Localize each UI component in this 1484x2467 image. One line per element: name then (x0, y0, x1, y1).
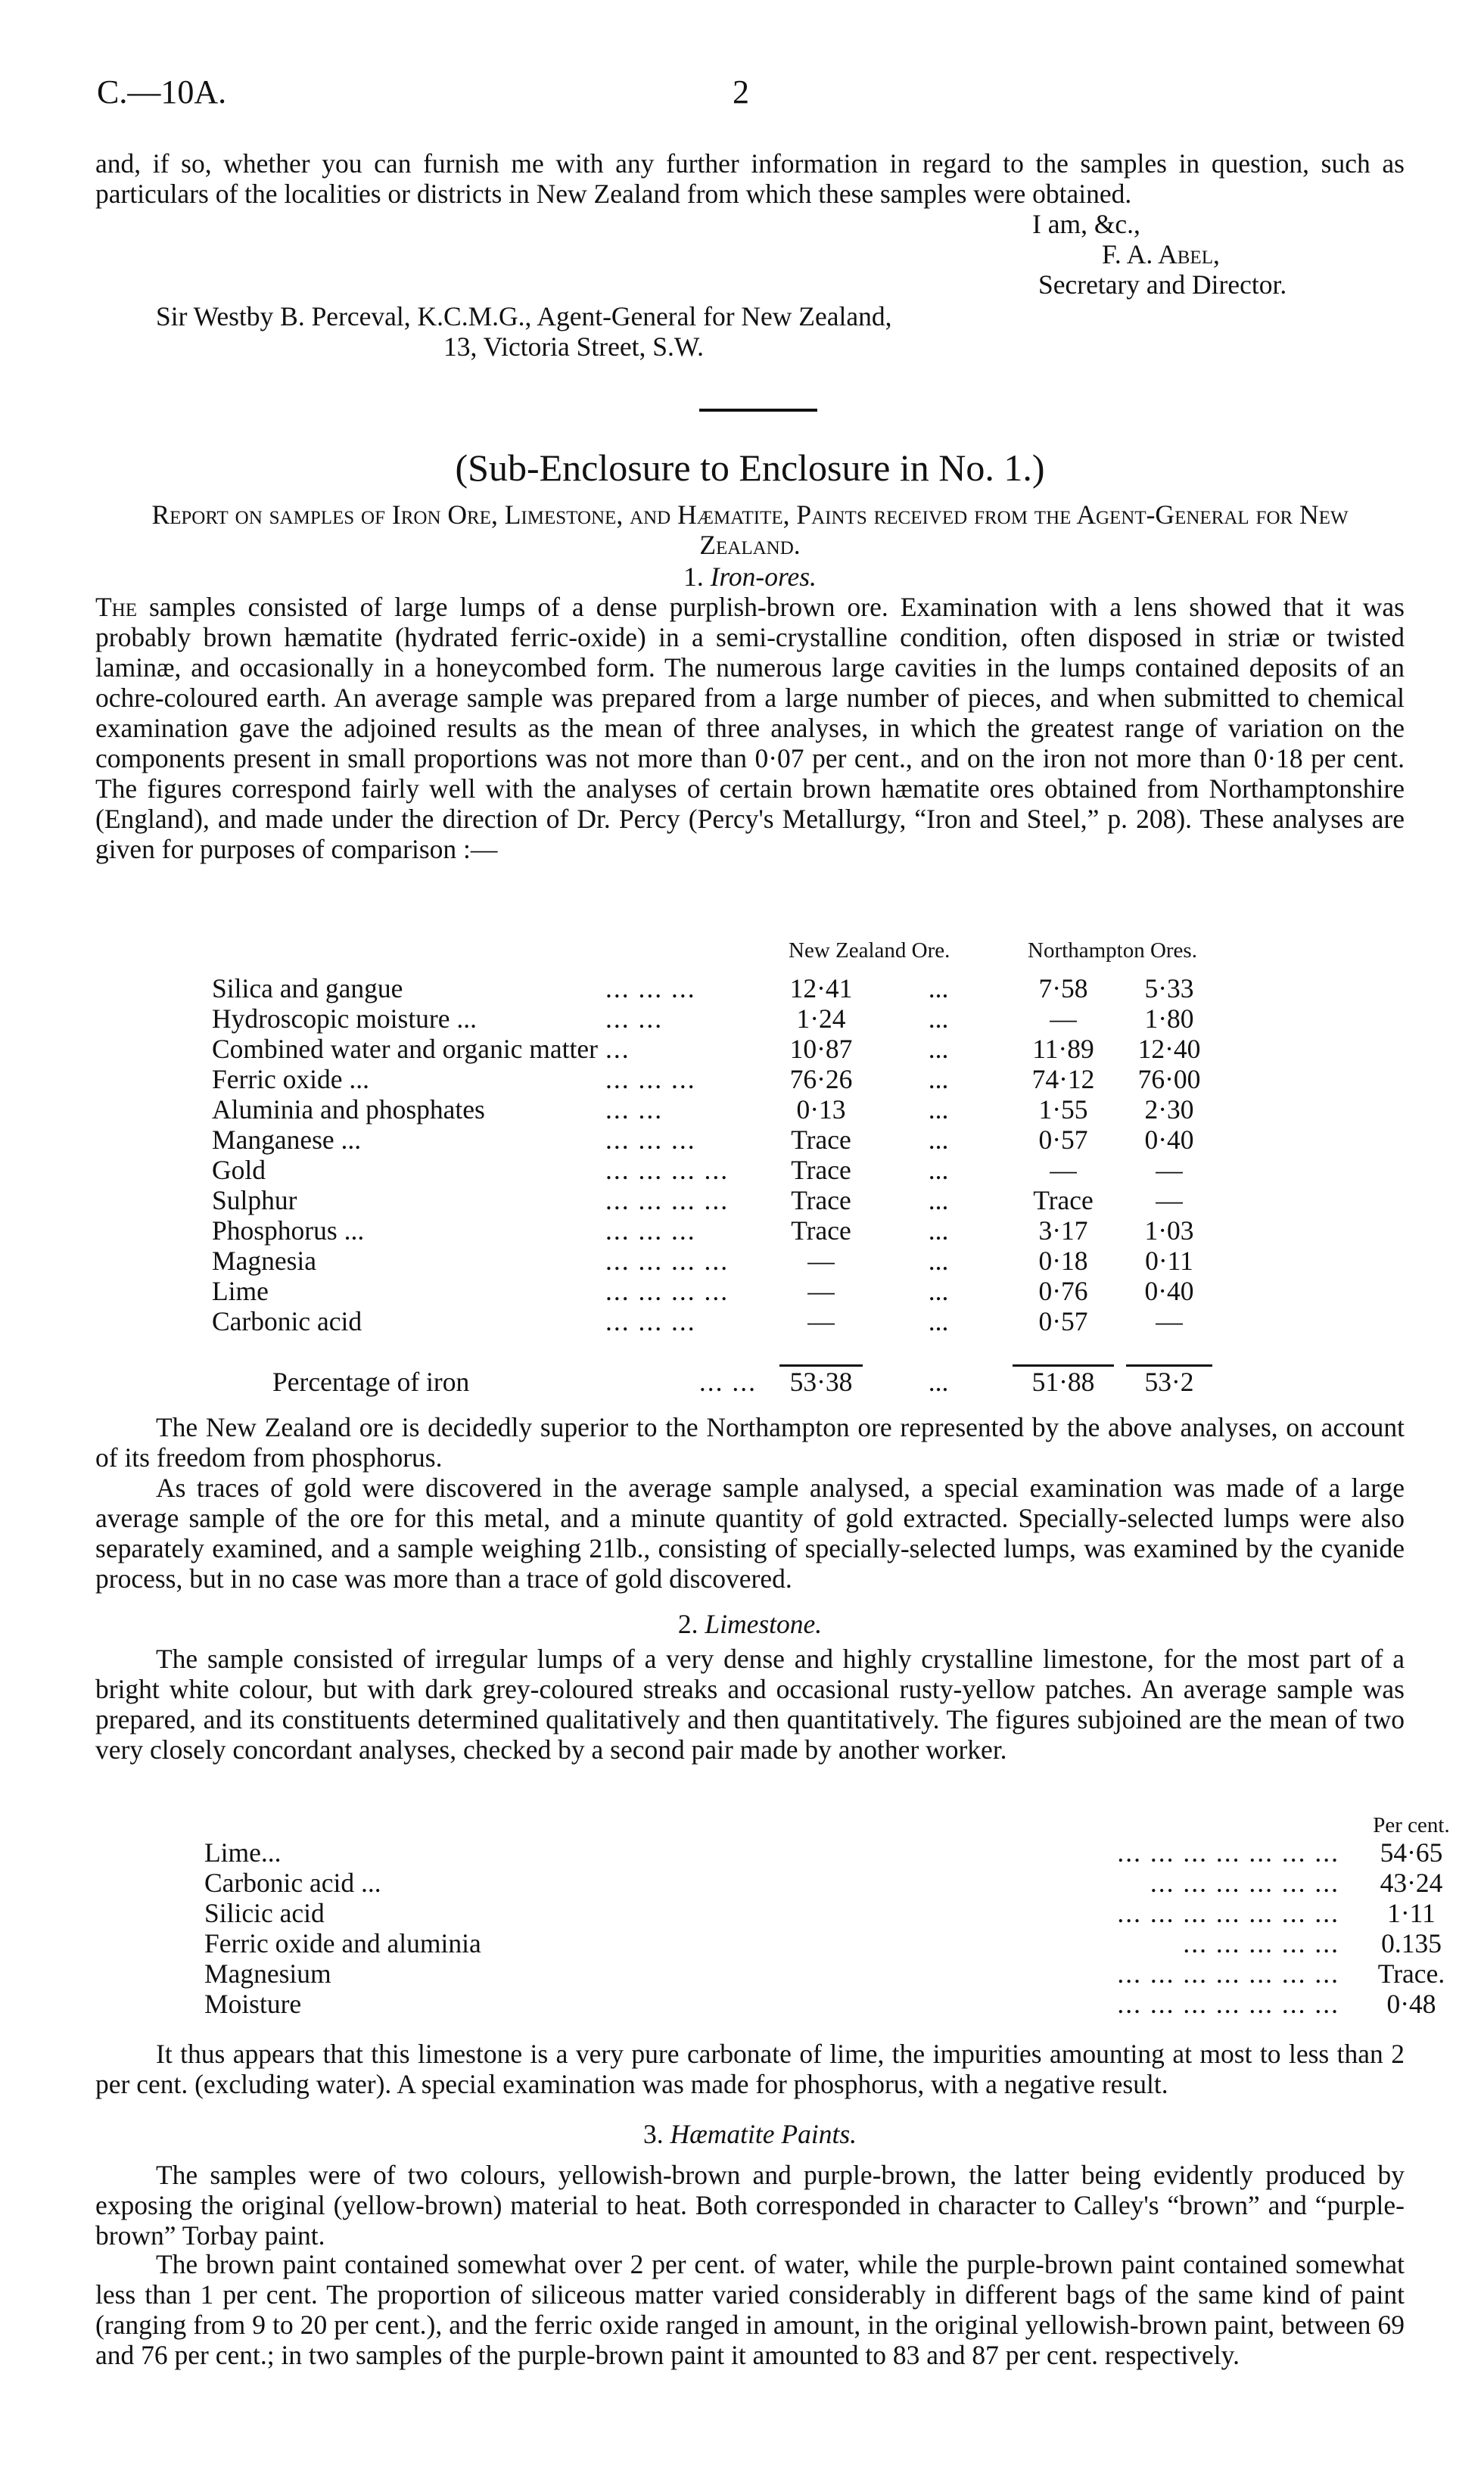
table-row: Sulphur ... ... ... ... Trace ... Trace — (212, 1185, 1183, 1215)
column-header-northampton-ores: Northampton Ores. (1028, 938, 1197, 963)
table-row: Magnesium ... ... ... ... ... ... ... Trace. (204, 1958, 1445, 1989)
section-divider (699, 409, 817, 412)
section-1-title: Iron-ores. (710, 562, 817, 592)
table-row: Carbonic acid ... ... ... — ... 0·57 — (212, 1306, 1183, 1336)
section-1-number: 1. (683, 562, 704, 592)
letter-addressee-line2: 13, Victoria Street, S.W. (443, 331, 704, 362)
section-3-paragraph-1: The samples were of two colours, yellowish-brown and purple-brown, the latter being evidently produced by exposing the original (yellow-brown) material to heat. Both corresponded in character to Calley's “brown” and “purple-brown” Torbay paint. (95, 2160, 1405, 2251)
section-2-title: Limestone. (705, 1609, 823, 1639)
letter-signatory: F. A. Abel, (1102, 239, 1220, 269)
section-1-paragraph-1-body: samples consisted of large lumps of a dense purplish-brown ore. Examination with a lens showed that it was probably brown hæmatite (hydrated ferric-oxide) in a semi-crystalline condition, often disposed in striæ or twisted laminæ, and occasionally in a honeycombed form. The numerous large cavities in the lumps contained deposits of an ochre-coloured earth. An average sample was prepared from a large number of pieces, and when submitted to chemical examination gave the adjoined results as the mean of three analyses, in which the greatest range of variation on the components present in small proportions was not more than 0·07 per cent., and on the iron not more than 0·18 per cent. The figures correspond fairly well with the analyses of certain brown hæmatite ores obtained from Northamptonshire (England), and made under the direction of Dr. Percy (Percy's Metallurgy, “Iron and Steel,” p. 208). These analyses are given for purposes of comparison :— (95, 592, 1405, 864)
section-1-paragraph-3: As traces of gold were discovered in the average sample analysed, a special examination was made of a large average sample of the ore for this metal, and a minute quantity of gold extracted. Specially-selected lumps were also separately examined, and a sample weighing 21lb., consisting of specially-selected lumps, was examined by the cyanide process, but in no case was more than a trace of gold discovered. (95, 1473, 1405, 1594)
table-row: Moisture ... ... ... ... ... ... ... 0·48 (204, 1989, 1436, 2019)
table-header-row (212, 935, 1218, 966)
table-total-row: Percentage of iron ... ... 53·38 ... 51·88 53·2 (272, 1367, 1194, 1397)
section-3-heading (95, 2119, 1405, 2149)
section-1-paragraph-2: The New Zealand ore is decidedly superior to the Northampton ore represented by the above analyses, on account of its freedom from phosphorus. (95, 1412, 1405, 1473)
enclosure-title: (Sub-Enclosure to Enclosure in No. 1.) (455, 446, 1045, 489)
table-row: Carbonic acid ... ... ... ... ... ... ... 43·24 (204, 1868, 1443, 1898)
drop-lead-word: The (95, 592, 138, 622)
column-header-per-cent: Per cent. (1373, 1813, 1450, 1837)
letter-closing-paragraph: and, if so, whether you can furnish me with any further information in regard to the samples in question, such as particulars of the localities or districts in New Zealand from which these samples were obtained. (95, 148, 1405, 209)
table-row: Magnesia ... ... ... ... — ... 0·18 0·11 (212, 1246, 1193, 1276)
section-1-paragraph-1 (95, 592, 1405, 864)
letter-signatory-title: Secretary and Director. (1038, 269, 1287, 300)
document-reference: C.—10A. (97, 73, 227, 110)
table-row: Ferric oxide and aluminia ... ... ... ... ... 0.135 (204, 1928, 1442, 1958)
table-row: Silica and gangue ... ... ... 12·41 ... 7·58 5·33 (212, 973, 1194, 1003)
table-row: Manganese ... ... ... ... Trace ... 0·57 0·40 (212, 1125, 1194, 1155)
table-row: Lime... ... ... ... ... ... ... ... 54·65 (204, 1837, 1443, 1868)
table-row: Lime ... ... ... ... — ... 0·76 0·40 (212, 1276, 1194, 1306)
section-2-number: 2. (677, 1609, 698, 1639)
table-row: Phosphorus ... ... ... ... Trace ... 3·17 1·03 (212, 1215, 1194, 1246)
section-2-paragraph-2: It thus appears that this limestone is a very pure carbonate of lime, the impurities amounting at most to less than 2 per cent. (excluding water). A special examination was made for phosphorus, with a negative result. (95, 2039, 1405, 2099)
letter-sign-off: I am, &c., (1032, 209, 1140, 239)
section-2-heading (95, 1609, 1405, 1639)
totals-rule-row (212, 1336, 1218, 1367)
limestone-analysis-table (204, 1807, 1468, 2019)
table-header-row (204, 1807, 1468, 1837)
letter-addressee-line1: Sir Westby B. Perceval, K.C.M.G., Agent-General for New Zealand, (156, 301, 892, 331)
iron-ore-analysis-table (212, 935, 1218, 1397)
table-row: Ferric oxide ... ... ... ... 76·26 ... 74·12 76·00 (212, 1064, 1201, 1094)
section-3-title: Hæmatite Paints. (670, 2119, 857, 2149)
table-row: Hydroscopic moisture ... ... ... 1·24 ... — 1·80 (212, 1003, 1194, 1034)
table-row: Combined water and organic matter ... 10·87 ... 11·89 12·40 (212, 1034, 1201, 1064)
page-number: 2 (733, 73, 749, 110)
section-3-number: 3. (642, 2119, 664, 2149)
column-header-new-zealand-ore: New Zealand Ore. (789, 938, 950, 963)
section-3-paragraph-2: The brown paint contained somewhat over 2 per cent. of water, while the purple-brown paint contained somewhat less than 1 per cent. The proportion of siliceous matter varied considerably in different bags of the same kind of paint (ranging from 9 to 20 per cent.), and the ferric oxide ranged in amount, in the original yellowish-brown paint, between 69 and 76 per cent.; in two samples of the purple-brown paint it amounted to 83 and 87 per cent. respectively. (95, 2249, 1405, 2370)
report-heading: Report on samples of Iron Ore, Limestone, and Hæmatite, Paints received from the Agent-General for New Zealand. (151, 499, 1349, 560)
table-row: Aluminia and phosphates ... ... 0·13 ... 1·55 2·30 (212, 1094, 1194, 1125)
section-1-heading (95, 562, 1405, 592)
table-row: Silicic acid ... ... ... ... ... ... ... 1·11 (204, 1898, 1436, 1928)
section-2-paragraph-1: The sample consisted of irregular lumps of a very dense and highly crystalline limestone, for the most part of a bright white colour, but with dark grey-coloured streaks and occasional rusty-yellow patches. An average sample was prepared, and its constituents determined qualitatively and then quantitatively. The figures subjoined are the mean of two very closely concordant analyses, checked by a second pair made by another worker. (95, 1644, 1405, 1765)
table-row: Gold ... ... ... ... Trace ... — — (212, 1155, 1183, 1185)
